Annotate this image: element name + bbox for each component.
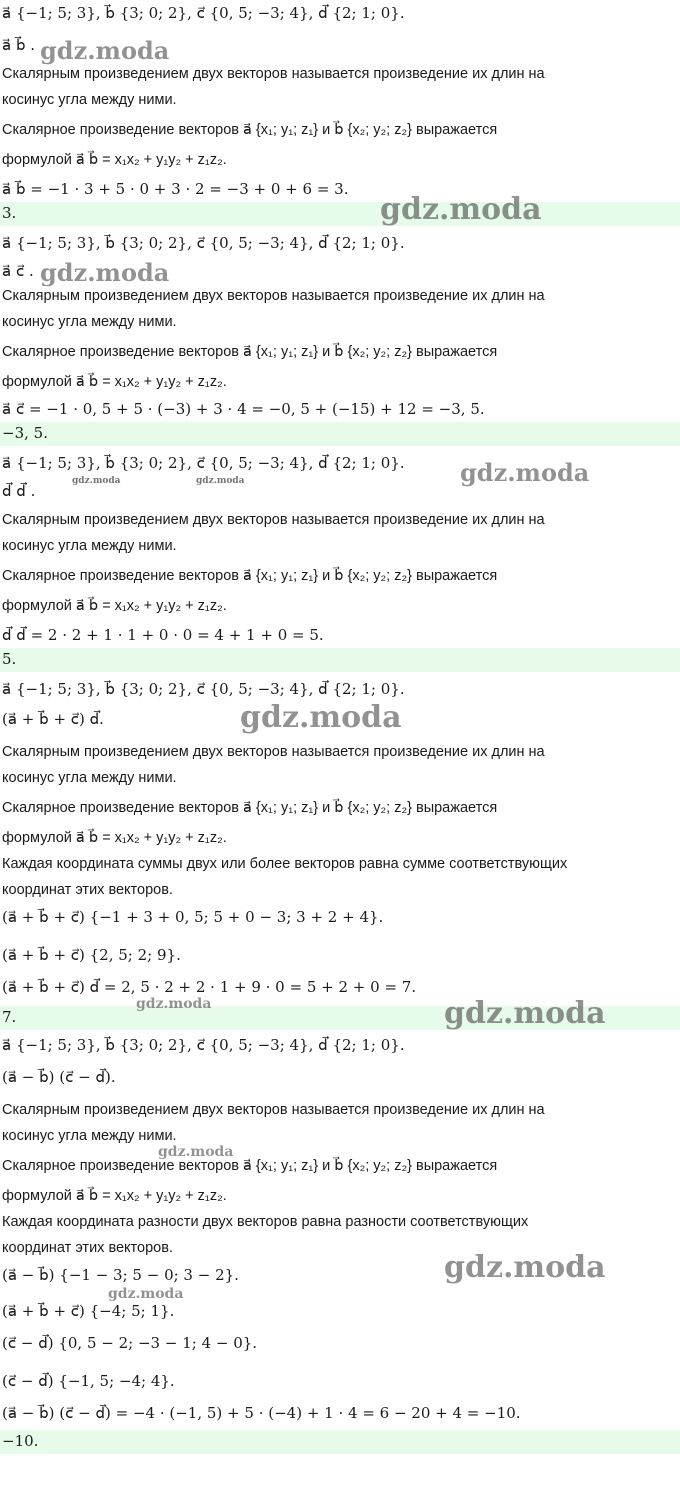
text-line: Скалярным произведением двух векторов называется произведение их длин на [2, 744, 545, 760]
watermark: gdz.moda [444, 1250, 606, 1285]
text-line: формулой a⃗ b⃗ = x₁x₂ + y₁y₂ + z₁z₂. [2, 598, 227, 614]
text-line: Каждая координата суммы двух или более векторов равна сумме соответствующих [2, 856, 568, 872]
formula-line: a⃗ {−1; 5; 3}, b⃗ {3; 0; 2}, c⃗ {0, 5; −3; 4}, d⃗ {2; 1; 0}. [2, 1036, 405, 1054]
formula-line: d⃗ d⃗ = 2 · 2 + 1 · 1 + 0 · 0 = 4 + 1 + 0 = 5. [2, 626, 324, 644]
text-line: Скалярным произведением двух векторов называется произведение их длин на [2, 512, 545, 528]
formula-line: (c⃗ − d⃗) {−1, 5; −4; 4}. [2, 1372, 175, 1390]
text-line: косинус угла между ними. [2, 538, 177, 554]
text-line: Скалярное произведение векторов a⃗ {x₁; y₁; z₁} и b⃗ {x₂; y₂; z₂} выражается [2, 344, 498, 360]
text-line: Скалярным произведением двух векторов называется произведение их длин на [2, 288, 545, 304]
text-line: координат этих векторов. [2, 1240, 173, 1256]
watermark: gdz.moda [444, 996, 606, 1031]
text-line: формулой a⃗ b⃗ = x₁x₂ + y₁y₂ + z₁z₂. [2, 1188, 227, 1204]
watermark: gdz.moda [40, 258, 170, 287]
formula-line: (a⃗ + b⃗ + c⃗) {−1 + 3 + 0, 5; 5 + 0 − 3; 3 + 2 + 4}. [2, 908, 384, 926]
answer-line: −10. [2, 1432, 39, 1450]
watermark: gdz.moda [136, 996, 212, 1012]
text-line: Скалярное произведение векторов a⃗ {x₁; y₁; z₁} и b⃗ {x₂; y₂; z₂} выражается [2, 568, 498, 584]
text-line: формулой a⃗ b⃗ = x₁x₂ + y₁y₂ + z₁z₂. [2, 152, 227, 168]
watermark: gdz.moda [196, 476, 245, 486]
answer-line: −3, 5. [2, 424, 48, 442]
formula-line: d⃗ d⃗ . [2, 482, 36, 500]
text-line: формулой a⃗ b⃗ = x₁x₂ + y₁y₂ + z₁z₂. [2, 830, 227, 846]
formula-line: a⃗ b⃗ = −1 · 3 + 5 · 0 + 3 · 2 = −3 + 0 + 6 = 3. [2, 180, 349, 198]
answer-line: 5. [2, 650, 17, 668]
text-line: Скалярное произведение векторов a⃗ {x₁; y₁; z₁} и b⃗ {x₂; y₂; z₂} выражается [2, 122, 498, 138]
formula-line: (a⃗ + b⃗ + c⃗) {−4; 5; 1}. [2, 1302, 175, 1320]
text-line: Скалярное произведение векторов a⃗ {x₁; y₁; z₁} и b⃗ {x₂; y₂; z₂} выражается [2, 800, 498, 816]
text-line: координат этих векторов. [2, 882, 173, 898]
text-line: косинус угла между ними. [2, 314, 177, 330]
text-line: косинус угла между ними. [2, 770, 177, 786]
text-line: Скалярное произведение векторов a⃗ {x₁; y₁; z₁} и b⃗ {x₂; y₂; z₂} выражается [2, 1158, 498, 1174]
answer-line: 3. [2, 204, 17, 222]
formula-line: (a⃗ + b⃗ + c⃗) d⃗ = 2, 5 · 2 + 2 · 1 + 9 · 0 = 5 + 2 + 0 = 7. [2, 978, 417, 996]
text-line: косинус угла между ними. [2, 1128, 177, 1144]
formula-line: (a⃗ − b⃗) (c⃗ − d⃗). [2, 1068, 116, 1086]
formula-line: a⃗ {−1; 5; 3}, b⃗ {3; 0; 2}, c⃗ {0, 5; −3; 4}, d⃗ {2; 1; 0}. [2, 4, 405, 22]
text-line: Скалярным произведением двух векторов называется произведение их длин на [2, 66, 545, 82]
formula-line: a⃗ b⃗ . [2, 36, 36, 54]
formula-line: a⃗ {−1; 5; 3}, b⃗ {3; 0; 2}, c⃗ {0, 5; −3; 4}, d⃗ {2; 1; 0}. [2, 234, 405, 252]
watermark: gdz.moda [460, 458, 590, 487]
formula-line: (a⃗ − b⃗) {−1 − 3; 5 − 0; 3 − 2}. [2, 1266, 239, 1284]
formula-line: a⃗ c⃗ = −1 · 0, 5 + 5 · (−3) + 3 · 4 = −0, 5 + (−15) + 12 = −3, 5. [2, 400, 485, 418]
formula-line: (a⃗ + b⃗ + c⃗) {2, 5; 2; 9}. [2, 946, 181, 964]
formula-line: a⃗ c⃗ . [2, 262, 34, 280]
text-line: формулой a⃗ b⃗ = x₁x₂ + y₁y₂ + z₁z₂. [2, 374, 227, 390]
formula-line: (c⃗ − d⃗) {0, 5 − 2; −3 − 1; 4 − 0}. [2, 1334, 258, 1352]
watermark: gdz.moda [158, 1144, 234, 1160]
watermark: gdz.moda [380, 192, 542, 227]
text-line: Каждая координата разности двух векторов равна разности соответствующих [2, 1214, 529, 1230]
formula-line: a⃗ {−1; 5; 3}, b⃗ {3; 0; 2}, c⃗ {0, 5; −3; 4}, d⃗ {2; 1; 0}. [2, 454, 405, 472]
watermark: gdz.moda [240, 700, 402, 735]
formula-line: (a⃗ − b⃗) (c⃗ − d⃗) = −4 · (−1, 5) + 5 · (−4) + 1 · 4 = 6 − 20 + 4 = −10. [2, 1404, 521, 1422]
watermark: gdz.moda [40, 36, 170, 65]
text-line: косинус угла между ними. [2, 92, 177, 108]
text-line: Скалярным произведением двух векторов называется произведение их длин на [2, 1102, 545, 1118]
watermark: gdz.moda [108, 1286, 184, 1302]
answer-line: 7. [2, 1008, 17, 1026]
formula-line: (a⃗ + b⃗ + c⃗) d⃗. [2, 710, 104, 728]
formula-line: a⃗ {−1; 5; 3}, b⃗ {3; 0; 2}, c⃗ {0, 5; −3; 4}, d⃗ {2; 1; 0}. [2, 680, 405, 698]
watermark: gdz.moda [72, 476, 121, 486]
